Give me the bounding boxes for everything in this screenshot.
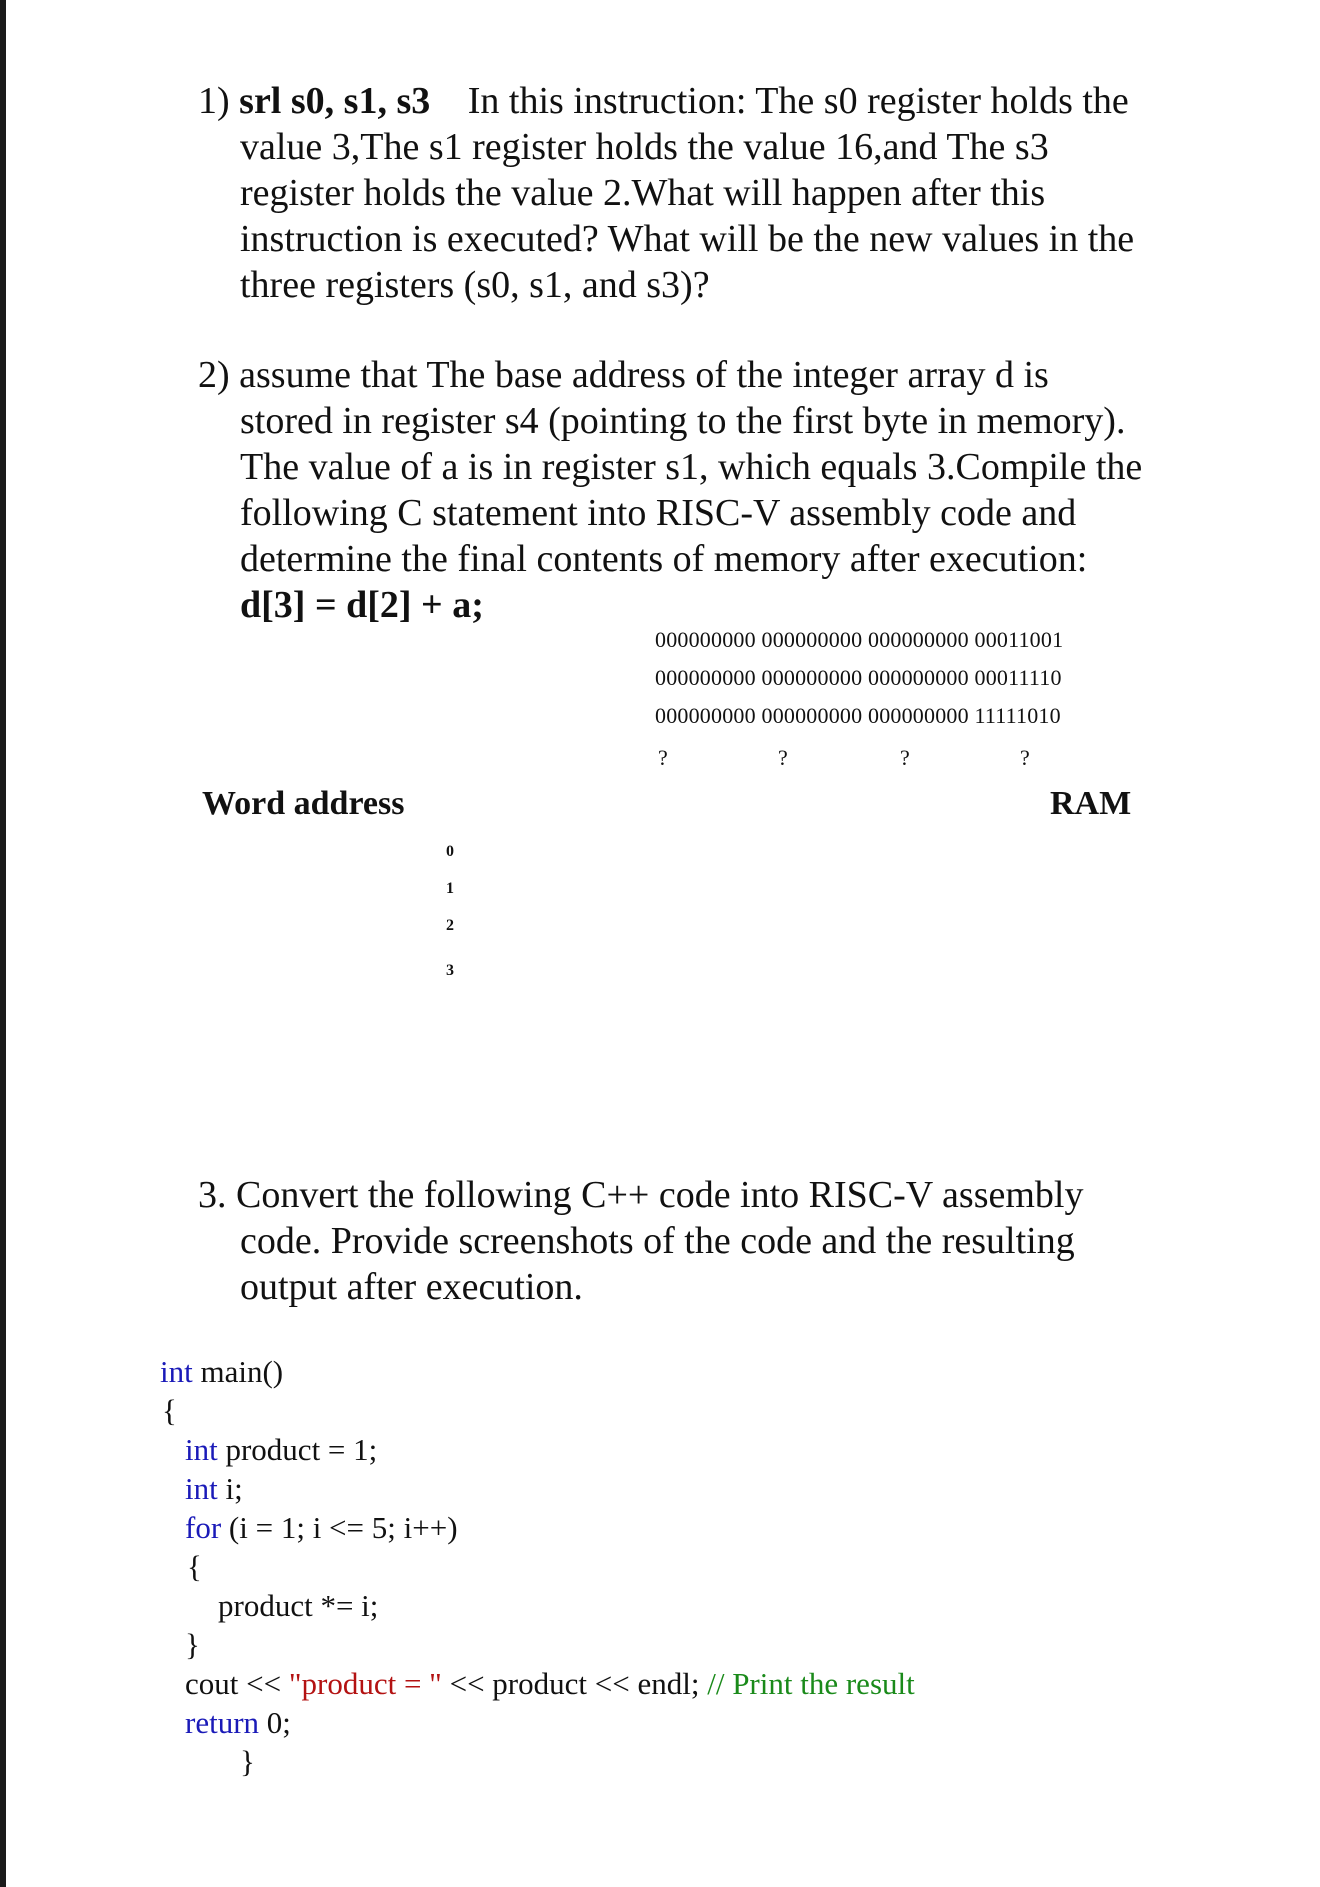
code-line-10: return 0; bbox=[185, 1705, 291, 1740]
question-3 bbox=[198, 1172, 1084, 1310]
question-3-line-3: output after execution. bbox=[240, 1266, 583, 1308]
question-1-line-2: value 3,The s1 register holds the value 16,and The s3 bbox=[240, 126, 1049, 168]
question-1-line-1: In this instruction: The s0 register holds the bbox=[467, 80, 1129, 122]
code-line-7: product *= i; bbox=[218, 1588, 379, 1623]
code-line-1: int main() bbox=[160, 1354, 284, 1389]
ram-header: RAM bbox=[1050, 785, 1132, 822]
code-line-6: { bbox=[187, 1549, 202, 1584]
ram-unknown-byte-0: ? bbox=[658, 745, 668, 770]
question-1-line-5: three registers (s0, s1, and s3)? bbox=[240, 264, 710, 306]
left-edge-bar bbox=[0, 0, 6, 1887]
ram-row-1: 000000000 000000000 000000000 00011110 bbox=[655, 665, 1062, 690]
ram-row-2: 000000000 000000000 000000000 11111010 bbox=[655, 703, 1061, 728]
ram-unknown-byte-3: ? bbox=[1020, 745, 1030, 770]
question-2-line-4: following C statement into RISC-V assembly code and bbox=[240, 492, 1077, 534]
question-3-line-1: 3. Convert the following C++ code into RISC-V assembly bbox=[198, 1174, 1084, 1216]
question-2-line-1: 2) assume that The base address of the integer array d is bbox=[198, 354, 1049, 396]
ram-unknown-byte-2: ? bbox=[900, 745, 910, 770]
word-address-header: Word address bbox=[202, 785, 405, 822]
ram-unknown-byte-1: ? bbox=[778, 745, 788, 770]
question-3-line-2: code. Provide screenshots of the code and the resulting bbox=[240, 1220, 1075, 1262]
question-1-line-3: register holds the value 2.What will happen after this bbox=[240, 172, 1046, 214]
word-address-2: 2 bbox=[446, 917, 454, 934]
question-2-line-2: stored in register s4 (pointing to the first byte in memory). bbox=[240, 400, 1126, 442]
question-2 bbox=[198, 352, 1142, 628]
word-address-3: 3 bbox=[446, 962, 454, 979]
question-1 bbox=[198, 78, 1134, 308]
question-2-statement: d[3] = d[2] + a; bbox=[240, 584, 484, 626]
code-line-2: { bbox=[162, 1393, 177, 1428]
ram-row-0: 000000000 000000000 000000000 00011001 bbox=[655, 627, 1064, 652]
code-line-11: } bbox=[240, 1744, 255, 1779]
question-1-instruction: srl s0, s1, s3 bbox=[239, 80, 431, 122]
question-2-line-5: determine the final contents of memory after execution: bbox=[240, 538, 1088, 580]
question-1-number: 1) bbox=[198, 80, 230, 122]
question-1-line-4: instruction is executed? What will be the new values in the bbox=[240, 218, 1135, 260]
word-address-0: 0 bbox=[446, 843, 454, 860]
code-line-9: cout << "product = " << product << endl; // Print the result bbox=[185, 1666, 915, 1701]
question-2-line-3: The value of a is in register s1, which equals 3.Compile the bbox=[240, 446, 1143, 488]
code-line-3: int product = 1; bbox=[185, 1432, 378, 1467]
code-line-5: for (i = 1; i <= 5; i++) bbox=[185, 1510, 458, 1545]
word-address-1: 1 bbox=[446, 880, 454, 897]
code-line-4: int i; bbox=[185, 1471, 243, 1506]
code-line-8: } bbox=[185, 1627, 200, 1662]
